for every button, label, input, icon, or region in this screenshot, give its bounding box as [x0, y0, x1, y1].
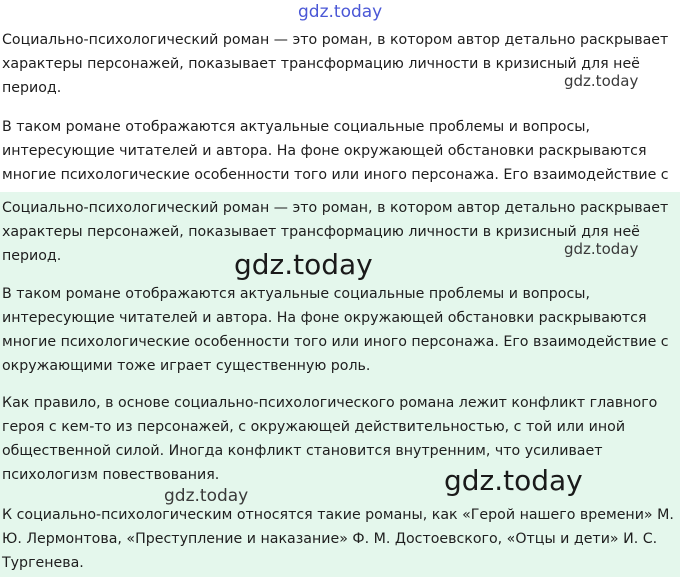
text-line: Социально-психологический роман — это роман, в котором автор детально раскрывает: [2, 32, 669, 48]
watermark: gdz.today: [444, 464, 583, 497]
text-line: многие психологические особенности того или иного персонажа. Его взаимодействие с: [2, 334, 669, 350]
watermark: gdz.today: [164, 486, 249, 506]
paragraph-social-top: [2, 115, 680, 187]
text-line: характеры персонажей, показывает трансформацию личности в кризисный для неё: [2, 56, 640, 72]
text-line: период.: [2, 248, 62, 264]
watermark: gdz.today: [564, 240, 639, 258]
watermark: gdz.today: [234, 248, 373, 281]
text-line: общественной силой. Иногда конфликт становится внутренним, что усиливает: [2, 443, 603, 459]
text-line: психологизм повествования.: [2, 467, 220, 483]
watermark: gdz.today: [298, 2, 383, 22]
text-line: В таком романе отображаются актуальные социальные проблемы и вопросы,: [2, 286, 590, 302]
text-line: Тургенева.: [2, 555, 84, 571]
watermark: gdz.today: [564, 72, 639, 90]
paragraph-social: [2, 282, 680, 378]
text-line: интересующие читателей и автора. На фоне окружающей обстановки раскрываются: [2, 143, 647, 159]
text-line: героя с кем-то из персонажей, с окружающей действительностью, с той или иной: [2, 419, 626, 435]
text-line: Ю. Лермонтова, «Преступление и наказание» Ф. М. Достоевского, «Отцы и дети» И. С.: [2, 531, 658, 547]
text-line: период.: [2, 80, 62, 96]
text-line: характеры персонажей, показывает трансформацию личности в кризисный для неё: [2, 224, 640, 240]
text-line: В таком романе отображаются актуальные социальные проблемы и вопросы,: [2, 119, 590, 135]
paragraph-examples: [2, 503, 680, 575]
text-line: Как правило, в основе социально-психологического романа лежит конфликт главного: [2, 395, 658, 411]
text-line: многие психологические особенности того или иного персонажа. Его взаимодействие с: [2, 167, 669, 183]
text-line: Социально-психологический роман — это роман, в котором автор детально раскрывает: [2, 200, 669, 216]
text-line: интересующие читателей и автора. На фоне окружающей обстановки раскрываются: [2, 310, 647, 326]
text-line: окружающими тоже играет существенную роль.: [2, 358, 371, 374]
text-line: К социально-психологическим относятся такие романы, как «Герой нашего времени» М.: [2, 507, 674, 523]
